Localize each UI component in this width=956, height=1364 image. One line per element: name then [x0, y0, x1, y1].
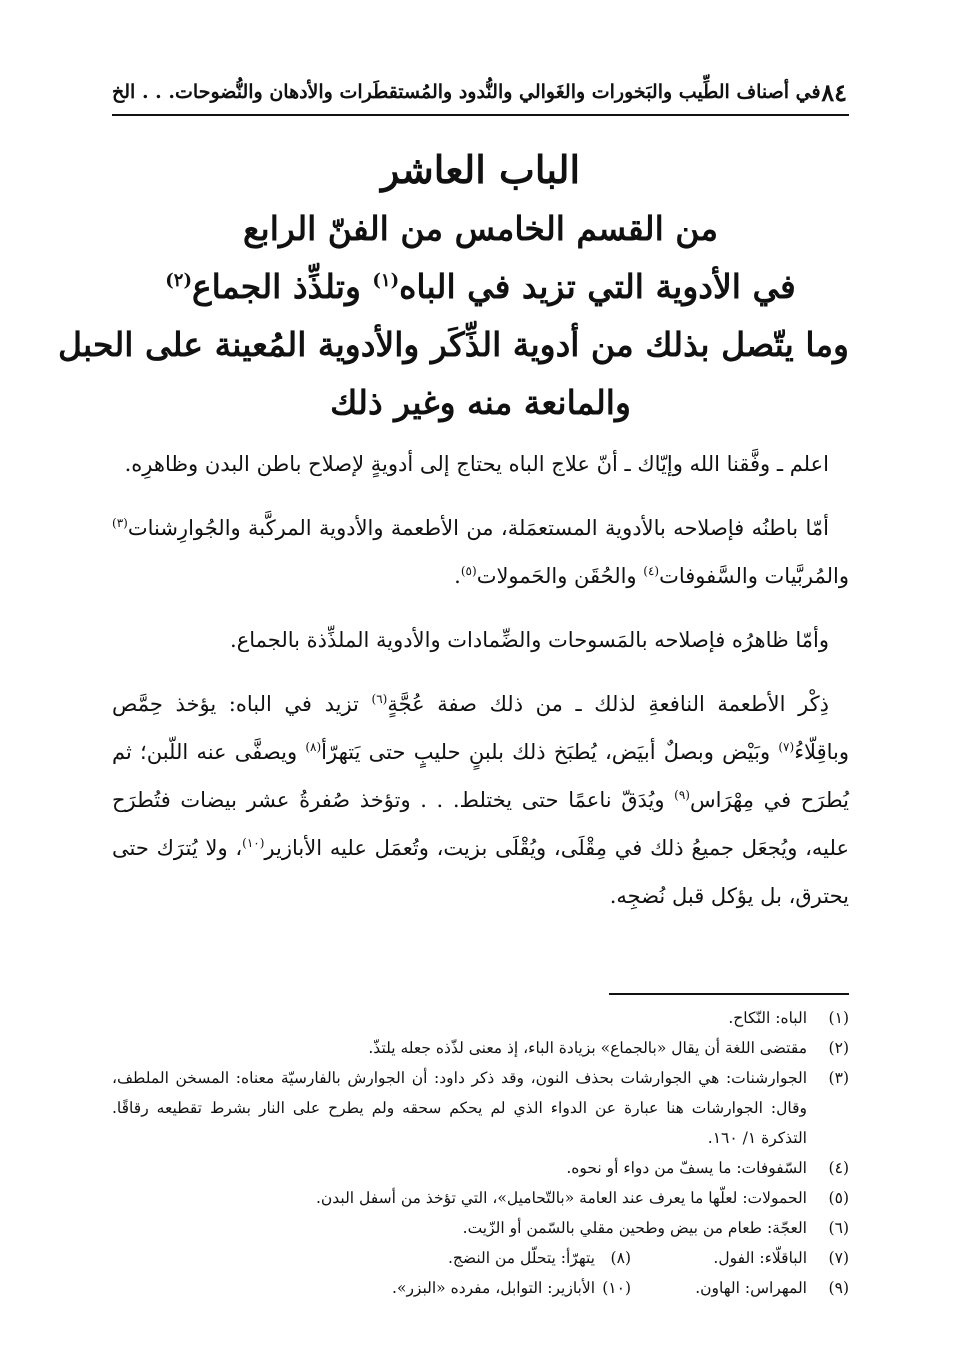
footnote-10: [392, 1273, 631, 1303]
chapter-heading: [58, 140, 849, 432]
header-rule: [112, 114, 849, 116]
paragraph-text: أمّا باطنُه فإصلاحه بالأدوية المستعمَلة، من الأطعمة والأدوية المركَّبة والجُوارِشنات: [127, 516, 829, 540]
footnote-row: [112, 1273, 849, 1303]
footnote-ref-2: (٢): [165, 270, 192, 291]
footnote-separator: [609, 993, 849, 995]
footnote-text: يتهرّأ: يتحلّل من النضج.: [447, 1249, 595, 1267]
footnote-8: [448, 1243, 631, 1273]
paragraph-text: والحُقَن والحَمولات: [476, 564, 644, 588]
chapter-subject-line: [112, 258, 849, 316]
footnote-number: (١٠): [602, 1279, 631, 1297]
paragraph-intro: اعلم ـ وفَّقنا الله وإيّاك ـ أنّ علاج الباه يحتاج إلى أدويةٍ لإصلاح باطن البدن وظاهرِه.: [124, 452, 829, 476]
paragraph-text: ويصفَّى عنه اللّبن؛ ثم يُطرَح في مِهْرَاس: [112, 740, 850, 812]
footnote-3: [112, 1063, 849, 1153]
footnote-5: [112, 1183, 849, 1213]
footnote-text: العجّة: طعام من بيض وطحين مقلي بالسّمن أو الزّيت.: [462, 1219, 807, 1237]
footnote-1: [112, 1003, 849, 1033]
paragraph-text: ، ولا يُترَك حتى يحترق، بل يؤكل قبل نُضجِه.: [112, 836, 849, 908]
chapter-subject-text-2: وتلذِّذ الجماع: [191, 267, 373, 306]
footnote-text: السّفوفات: ما يسفّ من دواء أو نحوه.: [566, 1159, 807, 1177]
footnote-number: (٩): [828, 1279, 849, 1297]
chapter-subject-text: في الأدوية التي تزيد في الباه: [399, 267, 796, 306]
footnote-text: الجوارشنات: هي الجوارشات بحذف النون، وقد ذكر داود: أن الجوارش بالفارسيّة معناه: المسخن الملطف، وقال: الجوارشات هنا عبارة عن الدواء الذي لم يحكم سحقه ولم يطرح على النار بشرط تقطيعه رقاقًا. التذكرة ١/ ١٦٠.: [112, 1069, 807, 1147]
paragraph-text: والمُربَّيات والسَّفوفات: [659, 564, 849, 588]
running-header: [112, 74, 847, 110]
chapter-subject-line-3: والمانعة منه وغير ذلك: [330, 383, 631, 422]
footnote-7: [679, 1243, 849, 1273]
footnote-ref-5: (٥): [460, 564, 477, 578]
paragraph-text: ذِكْر الأطعمة النافعةِ لذلك ـ من ذلك صفة عُجَّةٍ: [387, 692, 830, 716]
footnote-ref-8: (٨): [305, 740, 322, 754]
footnote-number: (٧): [828, 1249, 849, 1267]
paragraph-text: .: [454, 564, 461, 588]
footnote-ref-10: (١٠): [242, 836, 265, 850]
chapter-section-line: من القسم الخامس من الفنّ الرابع: [242, 209, 719, 248]
footnote-text: الباه: النّكاح.: [728, 1009, 807, 1027]
footnote-text: الباقلّاء: الفول.: [713, 1249, 807, 1267]
paragraph-text: تزيد في الباه: يؤخذ حِمَّص وباقِلّاءُ: [112, 692, 850, 764]
footnote-ref-9: (٩): [674, 788, 690, 802]
paragraph-text: ويُدَقّ ناعمًا حتى يختلط. . . وتؤخذ صُفرةُ عشر بيضات فتُطرَح عليه، ويُجعَل جميعُ ذلك في مِقْلَى، ويُقْلَى بزيت، وتُعمَل عليه الأبازير: [112, 788, 849, 860]
footnote-ref-3: (٣): [112, 516, 128, 530]
footnote-text: المهراس: الهاون.: [695, 1279, 807, 1297]
paragraph-text: وبَيْض وبصلٌ أبيَض، يُطبَخ ذلك بلبنٍ حليبٍ حتى يَتهرّأ: [321, 740, 779, 764]
footnote-number: (٥): [828, 1189, 849, 1207]
footnote-number: (٣): [828, 1069, 849, 1087]
footnote-2: [112, 1033, 849, 1063]
footnote-number: (٤): [828, 1159, 849, 1177]
footnote-ref-1: (١): [372, 270, 400, 291]
footnote-9: [679, 1273, 849, 1303]
footnote-6: [112, 1213, 849, 1243]
footnote-ref-6: (٦): [371, 692, 388, 706]
footnote-ref-4: (٤): [643, 564, 660, 578]
body-text: [112, 440, 849, 936]
footnote-row: [112, 1243, 849, 1273]
footnote-number: (١): [828, 1009, 849, 1027]
footnote-text: مقتضى اللغة أن يقال «بالجماع» بزيادة الباء، إذ معنى لذّذه جعله يلتذّ.: [368, 1039, 807, 1057]
footnote-number: (٨): [610, 1249, 631, 1267]
footnote-text: الحمولات: لعلّها ما يعرف عند العامة «بالتّحاميل»، التي تؤخذ من أسفل البدن.: [315, 1189, 807, 1207]
footnote-ref-7: (٧): [778, 740, 795, 754]
chapter-subject-line-2: وما يتّصل بذلك من أدوية الذِّكَر والأدوية المُعينة على الحبل: [58, 325, 849, 364]
running-title: في أصناف الطِّيب والبَخورات والغَوالي والنُّدود والمُستقطَرات والأدهان والنُّضوحات. . . الخ: [112, 81, 821, 103]
paragraph-internal: [112, 504, 849, 600]
footnote-number: (٢): [828, 1039, 849, 1057]
footnote-4: [112, 1153, 849, 1183]
footnote-text: الأبازير: التوابل، مفرده «البزر».: [392, 1279, 595, 1297]
footnote-number: (٦): [828, 1219, 849, 1237]
page-number: ٨٤: [821, 77, 847, 107]
chapter-title: الباب العاشر: [380, 147, 581, 192]
paragraph-recipe: [112, 680, 849, 920]
paragraph-external: وأمّا ظاهرُه فإصلاحه بالمَسوحات والضِّمادات والأدوية الملذِّذة بالجماع.: [230, 628, 829, 652]
footnotes: [112, 1003, 849, 1303]
